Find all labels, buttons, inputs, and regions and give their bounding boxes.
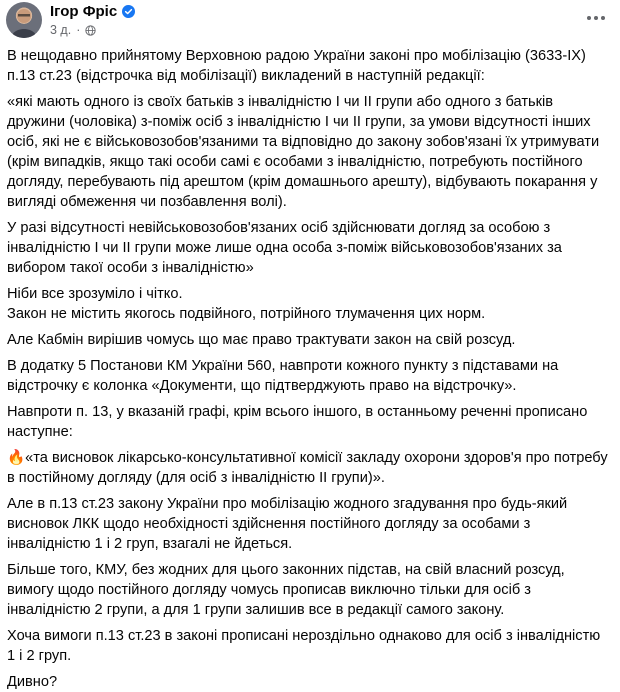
meta-separator: · bbox=[76, 23, 81, 37]
globe-icon bbox=[85, 25, 96, 36]
paragraph-9: Але в п.13 ст.23 закону України про мобілізацію жодного згадування про будь-який висновок ЛКК щодо необхідності здійснення постійного догляду за особами з інвалідністю 1 і 2 груп, взагалі не йдеться. bbox=[7, 496, 568, 552]
verified-badge-icon bbox=[122, 5, 135, 18]
paragraph-10: Більше того, КМУ, без жодних для цього законних підстав, на свій власний розсуд, вимогу щодо постійного догляду чомусь прописав виключно тільки для осіб з інвалідністю 2 групи, а для 1 групи залишив все в редакції самого закону. bbox=[7, 562, 565, 618]
paragraph-6: В додатку 5 Постанови КМ України 560, навпроти кожного пункту з підставами на відстрочку є колонка «Документи, що підтверджують право на відстрочку». bbox=[7, 358, 559, 394]
post-header bbox=[0, 0, 620, 46]
paragraph-2: «які мають одного із своїх батьків з інвалідністю I чи II групи або одного з батьків дружини (чоловіка) з-поміж осіб з інвалідністю I чи II групи, за умови відсутності інших осіб, які не є військовозобов'язаними та відповідно до закону зобов'язані їх утримувати (крім випадків, якщо такі особи самі є особами з інвалідністю, потребують постійного догляду, перебувають під арештом (крім домашнього арешту), відбувають покарання у вигляді обмеження чи позбавлення волі). bbox=[7, 94, 600, 210]
paragraph-1: В нещодавно прийнятому Верховною радою України законі про мобілізацію (3633-IX) п.13 ст.23 (відстрочка від мобілізації) викладений в наступній редакції: bbox=[7, 48, 586, 84]
post-meta bbox=[50, 23, 96, 37]
avatar[interactable] bbox=[6, 2, 42, 38]
more-options-icon[interactable] bbox=[582, 6, 610, 30]
author-row bbox=[50, 3, 135, 20]
paragraph-8-text: «та висновок лікарсько-консультативної комісії закладу охорони здоров'я про потребу в постійному догляду (для осіб з інвалідністю II групи)». bbox=[7, 450, 608, 486]
avatar-image bbox=[6, 2, 42, 38]
post-time[interactable]: 3 д. bbox=[50, 23, 72, 37]
post-body bbox=[0, 46, 620, 692]
paragraph-8 bbox=[7, 448, 608, 488]
paragraph-5: Але Кабмін вирішив чомусь що має право трактувати закон на свій розсуд. bbox=[7, 332, 516, 348]
paragraph-11: Хоча вимоги п.13 ст.23 в законі прописані нероздільно однаково для осіб з інвалідністю 1 і 2 груп. bbox=[7, 628, 601, 664]
paragraph-12: Дивно? bbox=[7, 674, 58, 690]
paragraph-3: У разі відсутності невійськовозобов'язаних осіб здійснювати догляд за особою з інвалідністю I чи II групи може лише одна особа з-поміж військовозобов'язаних за вибором такої особи з інвалідністю» bbox=[7, 220, 562, 276]
paragraph-7: Навпроти п. 13, у вказаній графі, крім всього іншого, в останньому реченні прописано наступне: bbox=[7, 404, 588, 440]
fire-icon: 🔥 bbox=[7, 450, 26, 466]
author-name[interactable]: Ігор Фріс bbox=[50, 3, 118, 20]
paragraph-4: Ніби все зрозуміло і чітко. Закон не містить якогось подвійного, потрійного тлумачення цих норм. bbox=[7, 286, 486, 322]
